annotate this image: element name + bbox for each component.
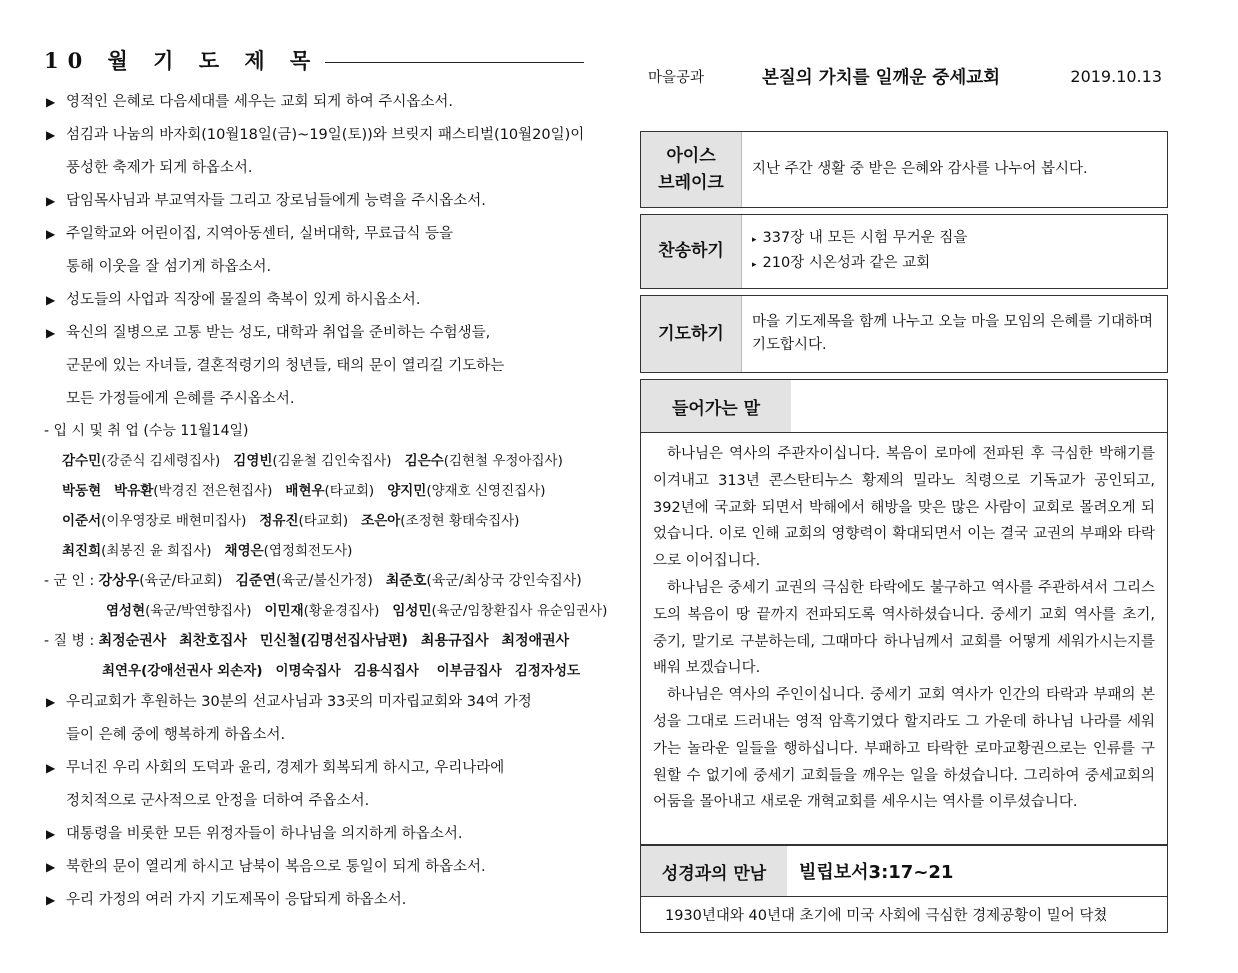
prayer-item-text: 들이 은혜 중에 행복하게 하옵소서. (66, 727, 286, 743)
prayer-item-text: 대통령을 비롯한 모든 위정자들이 하나님을 의지하게 하옵소서. (66, 826, 463, 842)
person-name: 최용규집사 (420, 633, 489, 649)
person-entry (387, 483, 545, 499)
triangle-bullet-icon: ▸ (752, 234, 757, 245)
person-entry (62, 513, 246, 529)
person-name: 최준호 (385, 573, 427, 589)
person-note: (엽정희전도사) (263, 543, 353, 559)
prayer-item-text: 무너진 우리 사회의 도덕과 윤리, 경제가 회복되게 하시고, 우리나라에 (66, 760, 505, 776)
lesson-title: 본질의 가치를 일깨운 중세교회 (762, 67, 1001, 88)
person-note: (육군/불신가정) (276, 573, 373, 589)
person-note: (육군/박연향집사) (145, 603, 252, 619)
intro-body (641, 433, 1167, 816)
triangle-bullet-icon: ▶ (46, 695, 56, 709)
prayer-item (44, 851, 584, 884)
triangle-bullet-icon: ▶ (46, 194, 56, 208)
person-note: (육군/타교회) (139, 573, 223, 589)
person-name: 김준연 (235, 573, 277, 589)
hymn-2: 210장 시온성과 같은 교회 (762, 254, 931, 271)
triangle-bullet-icon: ▶ (46, 293, 56, 307)
prayer-item-continuation (44, 251, 584, 284)
prayer-item-text: 우리교회가 후원하는 30분의 선교사님과 33곳의 미자립교회와 34여 가정 (66, 694, 532, 710)
prayer-tag: 기도하기 (641, 296, 742, 372)
person-name: 박동현 (62, 483, 102, 499)
intro-tag: 들어가는 말 (641, 380, 791, 432)
person-entry (502, 633, 570, 649)
prayer-item (44, 317, 584, 350)
person-entry (114, 483, 272, 499)
person-entry (62, 543, 212, 559)
prayer-item-text: 육신의 질병으로 고통 받는 성도, 대학과 취업을 준비하는 수험생들, (66, 325, 491, 341)
person-name: 채영은 (224, 543, 264, 559)
intro-paragraph: 하나님은 중세기 교권의 극심한 타락에도 불구하고 역사를 주관하셔서 그리스도의 복음이 땅 끝까지 전파되도록 역사하셨습니다. 중세기 교회 역사를 초기, 중기, 말기로 구분하는데, 그때마다 하나님께서 교회를 어떻게 세워가시는지를 배워 보겠습니다. (653, 579, 1155, 677)
person-name: 최찬호집사 (179, 633, 247, 649)
person-name: 최진희 (62, 543, 102, 559)
triangle-bullet-icon: ▸ (752, 259, 757, 270)
sick-label: - 질 병 : (44, 633, 99, 649)
person-name: 김용식집사 (353, 663, 419, 679)
prayer-list-2 (44, 686, 584, 917)
person-note: (강준식 김세령집사) (101, 453, 221, 469)
prayer-item-text: 성도들의 사업과 직장에 물질의 축복이 있게 하시옵소서. (66, 292, 421, 308)
person-name: 최연우(강애선권사 외손자) (102, 663, 263, 679)
lesson-date: 2019.10.13 (1070, 66, 1162, 86)
person-name: 임성민 (392, 603, 432, 619)
prayer-topics-title: 10 월 기 도 제 목 (44, 48, 320, 73)
military-names-row (44, 566, 584, 596)
triangle-bullet-icon: ▶ (46, 761, 56, 775)
person-entry (432, 663, 502, 679)
person-entry (99, 633, 167, 649)
person-name: 이민재 (264, 603, 304, 619)
prayer-item-text: 모든 가정들에게 은혜를 주시옵소서. (66, 391, 295, 407)
person-name: 양지민 (387, 483, 427, 499)
prayer-item-continuation (44, 383, 584, 416)
intro-section (640, 379, 1168, 845)
exam-names-row (44, 446, 584, 476)
lesson-column (640, 40, 1168, 924)
prayer-topics-column (44, 40, 608, 917)
person-entry (285, 483, 374, 499)
prayer-item-text: 풍성한 축제가 되게 하옵소서. (66, 160, 253, 176)
hymn-1: 337장 내 모든 시험 무거운 짐을 (762, 229, 968, 246)
person-name: 박유환 (114, 483, 154, 499)
person-name: 이준서 (62, 513, 102, 529)
person-name: 정유진 (259, 513, 299, 529)
person-name: 김영빈 (233, 453, 273, 469)
lesson-category: 마을공과 (648, 69, 705, 86)
prayer-item (44, 185, 584, 218)
prayer-item-text: 정치적으로 군사적으로 안정을 더하여 주옵소서. (66, 793, 370, 809)
prayer-item-text: 통해 이웃을 잘 섬기게 하옵소서. (66, 259, 272, 275)
triangle-bullet-icon: ▶ (46, 860, 56, 874)
prayer-item-continuation (44, 152, 584, 185)
person-note: (타교회) (324, 483, 375, 499)
prayer-group-names (44, 416, 608, 686)
person-entry (386, 573, 582, 589)
sick-names-row (44, 656, 584, 686)
prayer-item-text: 군문에 있는 자녀들, 결혼적령기의 청년들, 태의 문이 열리길 기도하는 (66, 358, 505, 374)
icebreak-box (640, 131, 1168, 208)
intro-paragraph: 하나님은 역사의 주인이십니다. 중세기 교회 역사가 인간의 타락과 부패의 본성을 그대로 드러내는 영적 암흑기였다 할지라도 그 가운데 하나님 나라를 세워 가는 놀라운 일들을 행하십니다. 부패하고 타락한 로마교황권으로는 인류를 구원할 수 없기에 중세기 교회들을 깨우는 일을 하셨습니다. 그리하여 중세교회의 어둠을 몰아내고 새로운 개혁교회를 세우시는 역사를 이루셨습니다. (653, 687, 1155, 811)
person-name: 이명숙집사 (275, 663, 341, 679)
person-entry (62, 483, 101, 499)
person-entry (102, 663, 263, 679)
person-entry (259, 513, 348, 529)
person-entry (421, 633, 489, 649)
prayer-item-text: 주일학교와 어린이집, 지역아동센터, 실버대학, 무료급식 등을 (66, 226, 454, 242)
prayer-item-text: 우리 가정의 여러 가지 기도제목이 응답되게 하옵소서. (66, 892, 407, 908)
bible-section (640, 845, 1168, 933)
person-note: (타교회) (298, 513, 349, 529)
hymn-item (752, 227, 1159, 252)
person-entry (405, 453, 563, 469)
praise-tag: 찬송하기 (641, 215, 742, 288)
prayer-item (44, 218, 584, 251)
prayer-list (44, 86, 584, 416)
person-entry (515, 663, 580, 679)
person-name: 김은수 (404, 453, 444, 469)
prayer-item-text: 영적인 은혜로 다음세대를 세우는 교회 되게 하여 주시옵소서. (66, 94, 454, 110)
person-name: 조은아 (361, 513, 401, 529)
person-entry (276, 663, 341, 679)
prayer-item (44, 86, 584, 119)
exam-names-row (44, 536, 584, 566)
military-label: - 군 인 : (44, 573, 99, 589)
prayer-item (44, 884, 584, 917)
bible-reference: 빌립보서3:17~21 (799, 862, 954, 883)
prayer-item (44, 686, 584, 719)
praise-box (640, 214, 1168, 289)
person-entry (62, 453, 220, 469)
intro-paragraph: 하나님은 역사의 주관자이십니다. 복음이 로마에 전파된 후 극심한 박해기를 이겨내고 313년 콘스탄티누스 황제의 밀라노 칙령으로 기독교가 공인되고, 392년에 국교화 되면서 박해에서 해방을 맞은 많은 사람이 교회로 몰려오게 되었습니다. 이로 인해 교회의 영향력이 확대되면서 이는 결국 교권의 부패와 타락으로 이어집니다. (653, 446, 1155, 570)
triangle-bullet-icon: ▶ (46, 326, 56, 340)
icebreak-content (742, 132, 1167, 207)
lesson-header (640, 40, 1168, 112)
person-note: (최봉진 윤 희집사) (101, 543, 212, 559)
person-name: 김정자성도 (514, 663, 581, 679)
person-entry (265, 603, 380, 619)
person-name: 이부금집사 (431, 663, 502, 679)
person-name: 강상우 (98, 573, 140, 589)
person-name: 민신철(김명선집사남편) (259, 633, 408, 649)
person-note: (육군/최상국 강인숙집사) (426, 573, 582, 589)
exam-label: - 입 시 및 취 업 (수능 11월14일) (44, 423, 249, 439)
person-entry (106, 603, 252, 619)
person-note: (황윤경집사) (303, 603, 380, 619)
triangle-bullet-icon: ▶ (46, 128, 56, 142)
person-name: 최정순권사 (98, 633, 167, 649)
prayer-item-continuation (44, 719, 584, 752)
bible-tag: 성경과의 만남 (641, 846, 787, 896)
person-name: 최정애권사 (501, 633, 570, 649)
prayer-item-continuation (44, 350, 584, 383)
person-note: (김현철 우정아집사) (443, 453, 563, 469)
person-entry (260, 633, 408, 649)
person-entry (225, 543, 353, 559)
person-entry (361, 513, 519, 529)
prayer-item-text: 담임목사님과 부교역자들 그리고 장로님들에게 능력을 주시옵소서. (66, 193, 486, 209)
prayer-item-continuation (44, 785, 584, 818)
icebreak-tag (641, 132, 742, 207)
person-note: (이우영장로 배현미집사) (101, 513, 247, 529)
exam-names-row (44, 506, 584, 536)
prayer-topics-header (44, 40, 584, 80)
hymn-item (752, 252, 1159, 277)
bible-text: 1930년대와 40년대 초기에 미국 사회에 극심한 경제공황이 밀어 닥쳤 (665, 908, 1108, 924)
person-entry (235, 573, 372, 589)
exam-names-row (44, 476, 584, 506)
icebreak-text: 지난 주간 생활 중 받은 은혜와 감사를 나누어 봅시다. (752, 161, 1088, 177)
triangle-bullet-icon: ▶ (46, 893, 56, 907)
icebreak-tag-line1: 아이스 (666, 145, 716, 166)
title-rule (325, 62, 584, 63)
triangle-bullet-icon: ▶ (46, 227, 56, 241)
bible-header (641, 846, 1167, 897)
intro-header (641, 380, 1167, 433)
prayer-item (44, 119, 584, 152)
person-name: 염성현 (106, 603, 146, 619)
person-note: (김윤철 김인숙집사) (272, 453, 392, 469)
prayer-content (742, 296, 1167, 372)
prayer-box (640, 295, 1168, 373)
triangle-bullet-icon: ▶ (46, 827, 56, 841)
prayer-item (44, 284, 584, 317)
person-entry (392, 603, 607, 619)
person-entry (179, 633, 247, 649)
prayer-item-text: 섬김과 나눔의 바자회(10월18일(금)~19일(토))와 브릿지 패스티벌(10월20일)이 (66, 127, 585, 143)
prayer-item-text: 북한의 문이 열리게 하시고 남북이 복음으로 통일이 되게 하옵소서. (66, 859, 486, 875)
prayer-item (44, 752, 584, 785)
triangle-bullet-icon: ▶ (46, 95, 56, 109)
person-entry (233, 453, 391, 469)
prayer-item (44, 818, 584, 851)
person-name: 배현우 (285, 483, 325, 499)
military-names-row (44, 596, 608, 626)
person-name: 감수민 (62, 453, 102, 469)
person-note: (양재호 신영진집사) (426, 483, 546, 499)
prayer-text: 마을 기도제목을 함께 나누고 오늘 마을 모임의 은혜를 기대하며 기도합시다. (752, 314, 1154, 353)
person-entry (354, 663, 419, 679)
person-note: (박경진 전은현집사) (153, 483, 273, 499)
person-entry (99, 573, 223, 589)
person-note: (육군/임창환집사 유순임권사) (431, 603, 608, 619)
sick-names-row (44, 626, 584, 656)
praise-content (742, 215, 1167, 288)
icebreak-tag-line2: 브레이크 (658, 172, 724, 193)
person-note: (조정현 황태숙집사) (400, 513, 520, 529)
